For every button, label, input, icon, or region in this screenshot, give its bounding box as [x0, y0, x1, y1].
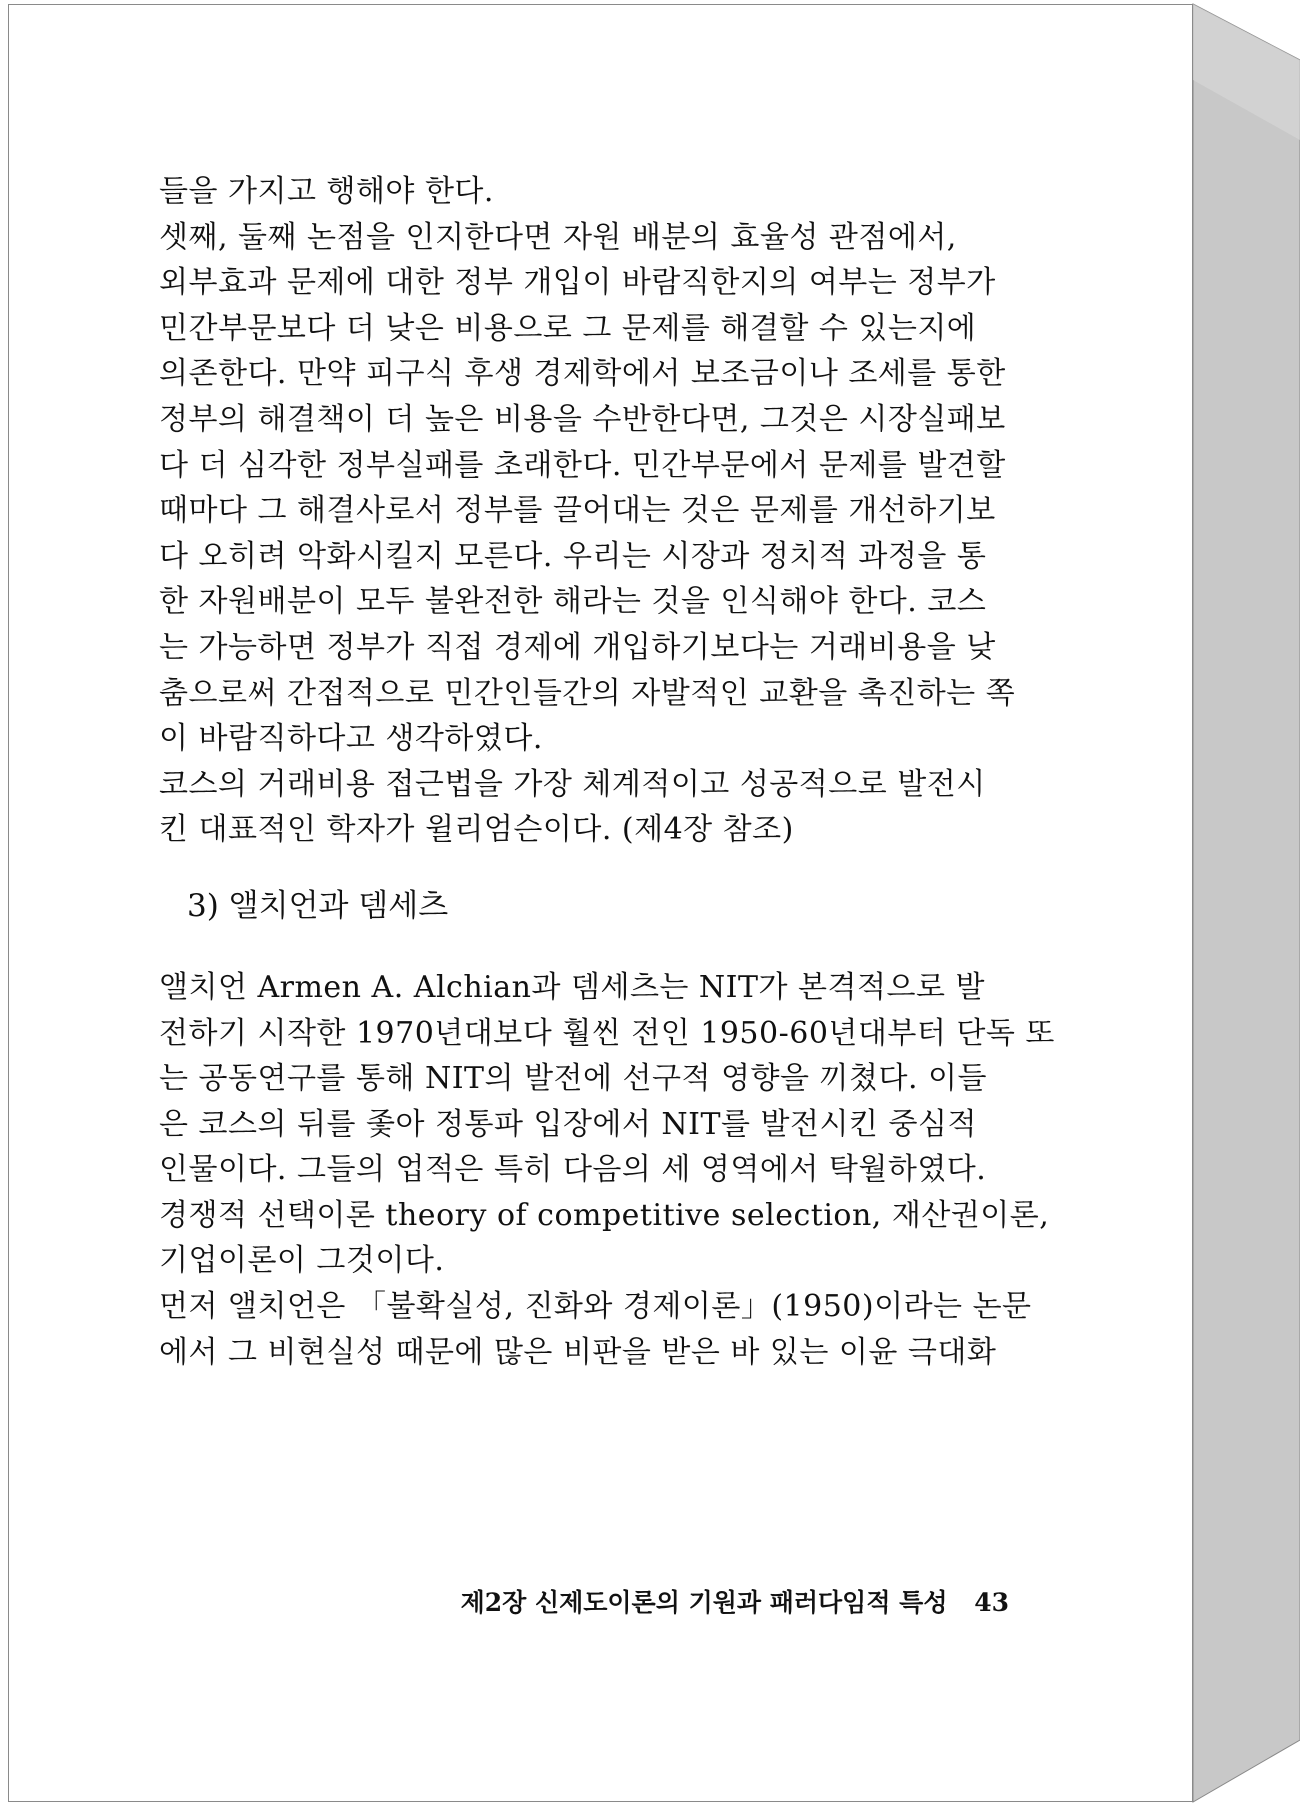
text-line: 기업이론이 그것이다. [159, 1243, 445, 1279]
text-line: 다 더 심각한 정부실패를 초래한다. 민간부문에서 문제를 발견할 [159, 447, 1006, 483]
text-line: 코스의 거래비용 접근법을 가장 체계적이고 성공적으로 발전시 [159, 766, 986, 802]
text-line: 앨치언 Armen A. Alchian과 뎀세츠는 NIT가 본격적으로 발 [159, 969, 985, 1005]
text-line: 는 공동연구를 통해 NIT의 발전에 선구적 영향을 끼쳤다. 이들 [159, 1061, 987, 1097]
text-line: 이 바람직하다고 생각하였다. [159, 721, 543, 757]
text-line: 는 가능하면 정부가 직접 경제에 개입하기보다는 거래비용을 낮 [159, 629, 996, 665]
book-page [8, 4, 1193, 1802]
text-line: 은 코스의 뒤를 좇아 정통파 입장에서 NIT를 발전시킨 중심적 [159, 1106, 977, 1142]
body-text [159, 169, 1055, 1375]
text-line: 다 오히려 악화시킬지 모른다. 우리는 시장과 정치적 과정을 통 [159, 538, 987, 574]
text-line: 에서 그 비현실성 때문에 많은 비판을 받은 바 있는 이윤 극대화 [159, 1334, 997, 1370]
text-line: 전하기 시작한 1970년대보다 훨씬 전인 1950-60년대부터 단독 또 [159, 1015, 1055, 1051]
text-line: 경쟁적 선택이론 theory of competitive selection, 재산권이론, [159, 1197, 1050, 1233]
text-line: 먼저 앨치언은 「불확실성, 진화와 경제이론」(1950)이라는 논문 [159, 1289, 1032, 1325]
page-number: 43 [974, 1588, 1009, 1617]
text-line: 인물이다. 그들의 업적은 특히 다음의 세 영역에서 탁월하였다. [159, 1152, 987, 1188]
page-footer [429, 1583, 1009, 1619]
text-line: 킨 대표적인 학자가 윌리엄슨이다. (제4장 참조) [159, 812, 794, 848]
text-line: 정부의 해결책이 더 높은 비용을 수반한다면, 그것은 시장실패보 [159, 401, 1006, 437]
text-line: 들을 가지고 행해야 한다. [159, 174, 494, 209]
text-line: 때마다 그 해결사로서 정부를 끌어대는 것은 문제를 개선하기보 [159, 493, 996, 529]
text-line: 의존한다. 만약 피구식 후생 경제학에서 보조금이나 조세를 통한 [159, 356, 1006, 392]
section-heading: 3) 앨치언과 뎀세츠 [187, 887, 449, 924]
text-line: 춤으로써 간접적으로 민간인들간의 자발적인 교환을 촉진하는 쪽 [159, 675, 1016, 711]
text-line: 한 자원배분이 모두 불완전한 해라는 것을 인식해야 한다. 코스 [159, 584, 987, 620]
text-line: 외부효과 문제에 대한 정부 개입이 바람직한지의 여부는 정부가 [159, 265, 996, 301]
text-line: 셋째, 둘째 논점을 인지한다면 자원 배분의 효율성 관점에서, [159, 219, 957, 255]
text-line: 민간부문보다 더 낮은 비용으로 그 문제를 해결할 수 있는지에 [159, 310, 977, 346]
chapter-title: 제2장 신제도이론의 기원과 패러다임적 특성 [460, 1588, 948, 1617]
